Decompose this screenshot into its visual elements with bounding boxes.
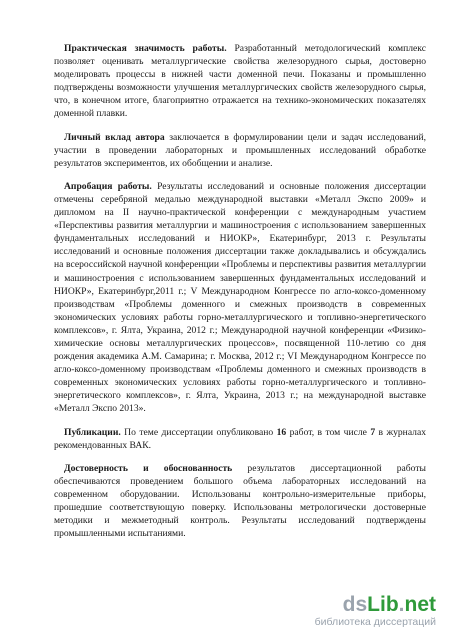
paragraph-text: работ, в том числе [286,426,371,438]
publication-count-total: 16 [276,426,287,438]
paragraph-text: По теме диссертации опубликовано [120,426,277,438]
paragraph-lead: Публикации. [64,426,121,438]
watermark-logo: dsLib.net [342,593,436,616]
document-page [54,42,426,550]
paragraph-text: в журналах рекомендованных ВАК. [54,426,427,451]
paragraph-approbation [54,180,426,416]
paragraph-text: Разработанный методологический комплекс позволяет оценивать металлургические свойства железорудного сырья, достоверно моделировать процессы в нижней части доменной печи. Показаны и промышленно подтверждены возможности улучшения металлургических свойств железорудного сырья, что, в конечном итоге, благоприятно отражается на технико-экономических показателях доменной плавки. [54,43,426,120]
paragraph-lead: Практическая значимость работы. [64,43,227,54]
paragraph-lead: Достоверность и обоснованность [64,462,233,474]
watermark-subtitle: библиотека диссертаций [314,616,436,628]
paragraph-lead: Апробация работы. [64,180,152,192]
paragraph-reliability [54,462,426,541]
paragraph-personal-contribution [54,131,426,170]
paragraph-publications [54,426,426,452]
dslib-watermark [315,594,436,628]
publication-count-vak: 7 [370,426,376,438]
paragraph-lead: Личный вклад автора [64,131,165,143]
paragraph-practical-significance [54,42,426,121]
paragraph-text: результатов диссертационной работы обеспечиваются проведением большого объема лабораторных исследований на современном оборудовании. Использованы контрольно-измерительные приборы, прошедшие соответствующую поверку. Использованы метрологически достоверные методики и межметодный контроль. Результаты исследований подтверждены промышленными испытаниями. [54,462,426,540]
paragraph-text: заключается в формулировании цели и задач исследований, участии в проведении лабораторных и промышленных исследований обработке результатов экспериментов, их обобщении и анализе. [54,131,426,169]
paragraph-text: Результаты исследований и основные положения диссертации отмечены серебряной медалью международной выставки «Металл Экспо 2009» и дипломом на II научно-практической конференции с международным участием «Перспективы развития металлургии и машиностроения с использованием завершенных фундаментальных исследований и НИОКР», Екатеринбург, 2013 г. Результаты исследований и основные положения диссертации также докладывались и обсуждались на всероссийской научной конференции «Проблемы и перспективы развития металлургии и машиностроения с использованием завершенных фундаментальных исследований и НИОКР», Екатеринбург,2011 г.; V Международном Конгрессе по агло-коксо-доменному производствам «Проблемы доменного и смежных производств в современных экономических условиях работы горно-металлургического и топливно-энергетического комплексов», г. Ялта, Украина, 2012 г.; Международной научной конференции «Физико-химические основы металлургических процессов», посвященной 110-летию со дня рождения академика А.М. Самарина; г. Москва, 2012 г.; VI Международном Конгрессе по агло-коксо-доменному производствам «Проблемы доменного и смежных производств в современных экономических условиях работы горно-металлургического и топливно-энергетического комплексов», г. Ялта, Украина, 2013 г.; на международной выставке «Металл Экспо 2013». [54,180,426,415]
